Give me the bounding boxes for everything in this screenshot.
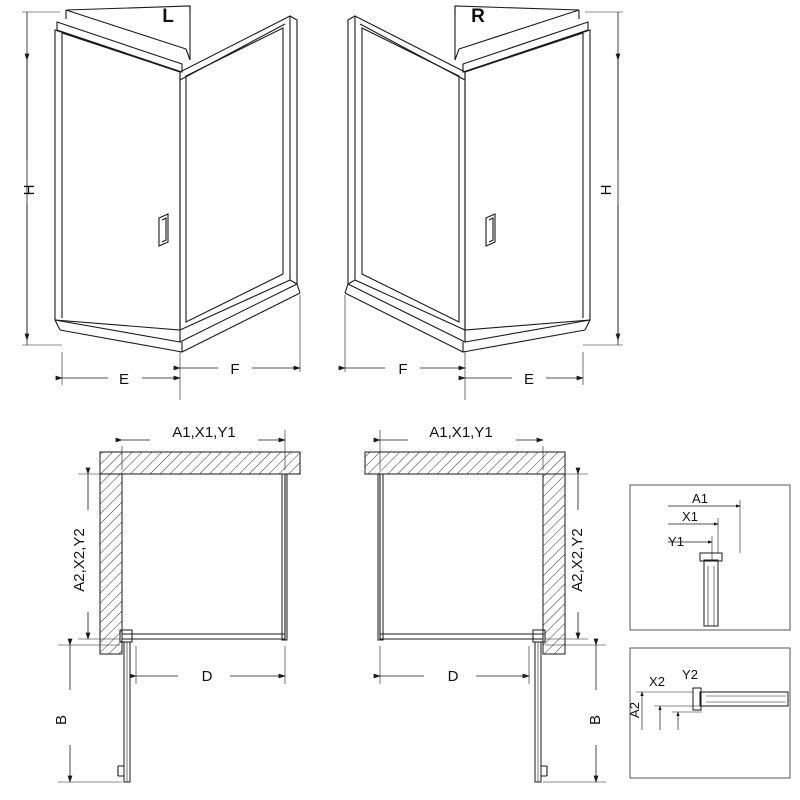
front-label-left-e: E bbox=[118, 371, 130, 388]
right-plan-door-dim-label: D bbox=[447, 668, 459, 685]
detail-lower-label-a2: A2 bbox=[627, 702, 642, 718]
profile-detail-lower bbox=[630, 648, 790, 778]
height-label-left: H bbox=[21, 184, 38, 196]
variant-label-left: L bbox=[162, 6, 174, 27]
detail-upper-label-a1: A1 bbox=[692, 491, 708, 506]
detail-upper-label-y1: Y1 bbox=[668, 534, 684, 549]
detail-upper-label-x1: X1 bbox=[682, 509, 698, 524]
left-plan-side-dim-label: A2,X2,Y2 bbox=[71, 528, 88, 592]
detail-lower-label-y2: Y2 bbox=[682, 667, 698, 682]
detail-lower-label-x2: X2 bbox=[649, 674, 665, 689]
front-label-left-f: F bbox=[230, 361, 240, 378]
right-plan-top-dim-label: A1,X1,Y1 bbox=[429, 424, 493, 441]
height-label-right: H bbox=[598, 184, 615, 196]
right-plan-swing-dim-label: B bbox=[587, 714, 604, 726]
right-plan-side-dim-label: A2,X2,Y2 bbox=[569, 528, 586, 592]
left-plan-door-dim-label: D bbox=[201, 668, 213, 685]
left-plan-swing-dim-label: B bbox=[53, 714, 70, 726]
front-label-right-e: E bbox=[523, 371, 535, 388]
left-plan-top-dim-label: A1,X1,Y1 bbox=[172, 424, 236, 441]
front-label-right-f: F bbox=[398, 361, 408, 378]
profile-detail-upper bbox=[630, 485, 790, 630]
variant-label-right: R bbox=[471, 6, 485, 27]
